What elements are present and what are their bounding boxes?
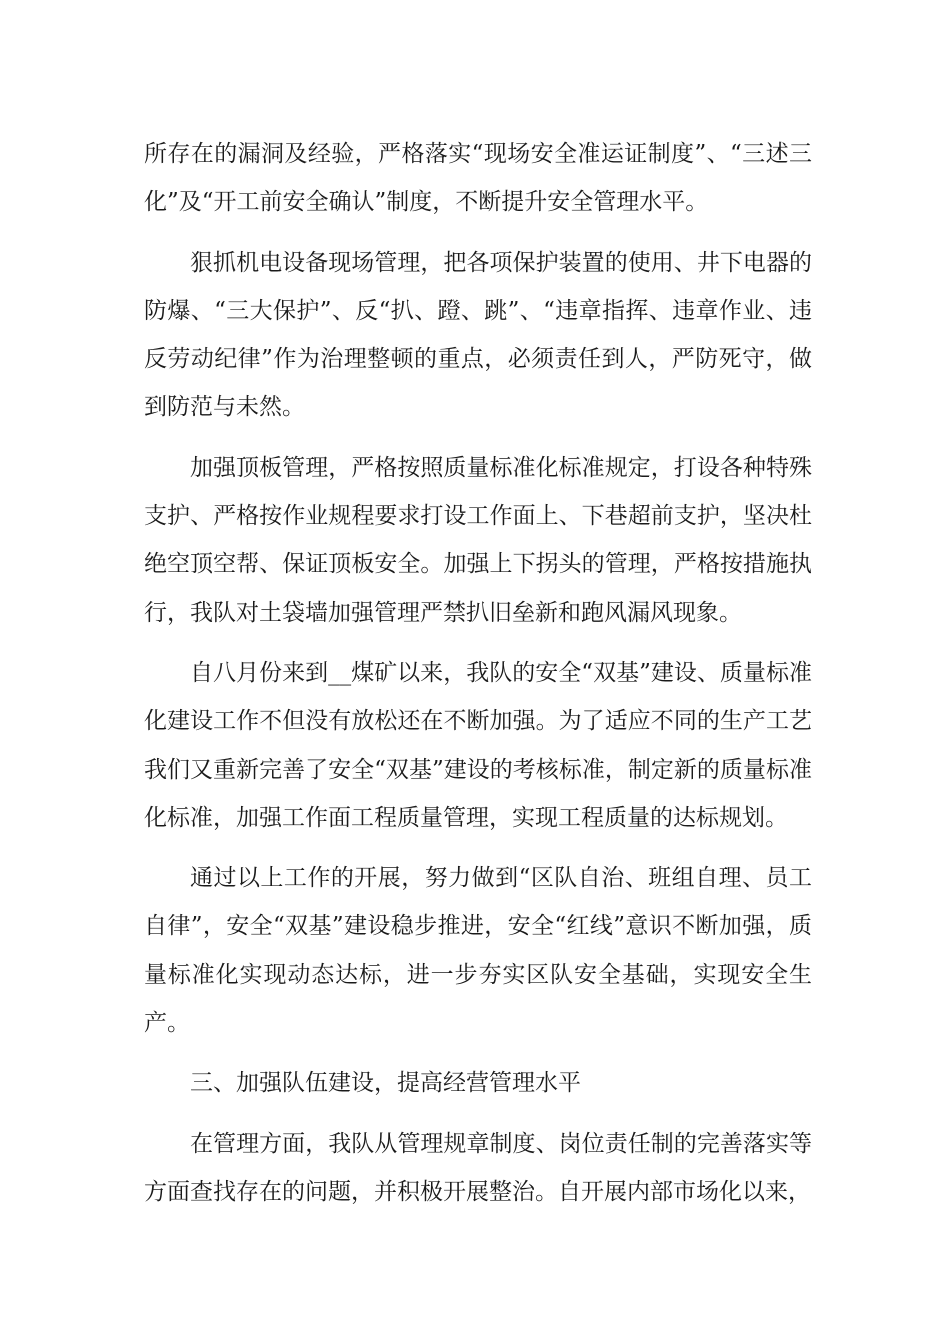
section-heading: 三、加强队伍建设，提高经营管理水平 [190, 1070, 581, 1097]
paragraph-work-results: 通过以上工作的开展，努力做到“区队自治、班组自理、员工自律”，安全“双基”建设稳步推进，安全“红线”意识不断加强，质量标准化实现动态达标，进一步夯实区队安全基础，实现安全生产。 [144, 865, 812, 1037]
paragraph-double-foundation: 自八月份来到__煤矿以来，我队的安全“双基”建设、质量标准化建设工作不但没有放松还在不断加强。为了适应不同的生产工艺我们又重新完善了安全“双基”建设的考核标准，制定新的质量标准化标准，加强工作面工程质量管理，实现工程质量的达标规划。 [144, 659, 812, 831]
paragraph-management-aspect: 在管理方面，我队从管理规章制度、岗位责任制的完善落实等方面查找存在的问题，并积极开展整治。自开展内部市场化以来， [144, 1130, 812, 1205]
paragraph-continuation: 所存在的漏洞及经验，严格落实“现场安全准运证制度”、“三述三化”及“开工前安全确认”制度，不断提升安全管理水平。 [144, 141, 812, 216]
paragraph-roof-management: 加强顶板管理，严格按照质量标准化标准规定，打设各种特殊支护、严格按作业规程要求打设工作面上、下巷超前支护，坚决杜绝空顶空帮、保证顶板安全。加强上下拐头的管理，严格按措施执行，我队对土袋墙加强管理严禁扒旧垒新和跑风漏风现象。 [144, 454, 812, 626]
paragraph-equipment-management: 狠抓机电设备现场管理，把各项保护装置的使用、井下电器的防爆、“三大保护”、反“扒、蹬、跳”、“违章指挥、违章作业、违反劳动纪律”作为治理整顿的重点，必须责任到人，严防死守，做到防范与未然。 [144, 249, 812, 421]
document-body [144, 130, 812, 1228]
